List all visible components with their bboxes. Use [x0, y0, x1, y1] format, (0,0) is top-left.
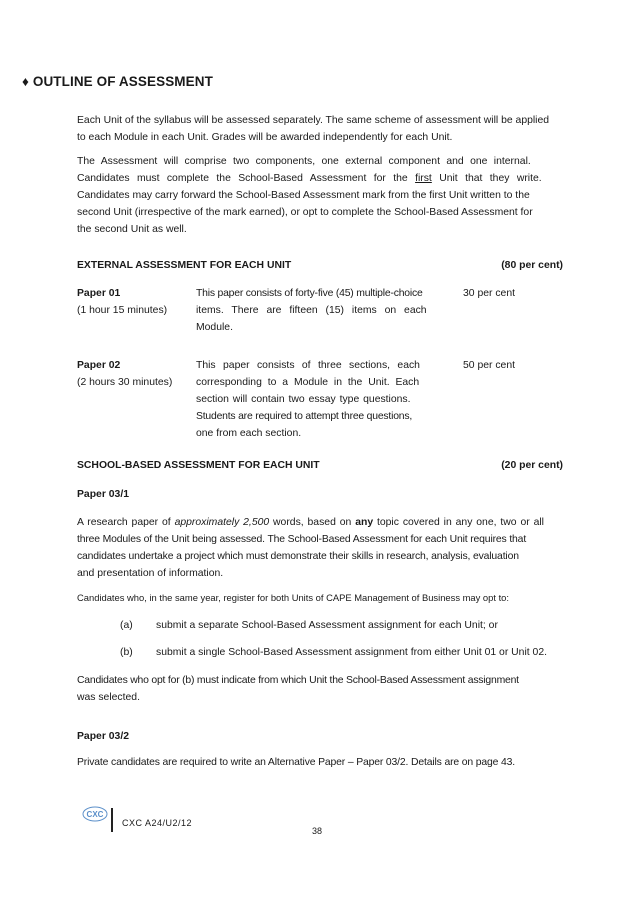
svg-text:CXC: CXC — [86, 810, 104, 819]
external-percent: (80 per cent) — [501, 260, 563, 271]
option-b-note: Candidates who opt for (b) must indicate from which Unit the School-Based Assessment assignment was selected. — [77, 675, 519, 703]
paper02-description: This paper consists of three sections, each corresponding to a Module in the Unit. Each section will contain two essay type questions. Students are required to attempt three questions, one from each section. — [196, 360, 420, 439]
cxc-logo-icon — [82, 806, 108, 822]
option-b-label: (b) — [120, 647, 133, 658]
cxc-logo — [82, 806, 108, 827]
intro-line-2: to each Module in each Unit. Grades will be awarded independently for each Unit. — [77, 132, 453, 143]
paper03-1-title: Paper 03/1 — [77, 489, 129, 500]
underlined-first: first — [415, 173, 432, 184]
footer-divider — [111, 808, 113, 832]
research-line-4: and presentation of information. — [77, 568, 224, 579]
same-year-note: Candidates who, in the same year, register for both Units of CAPE Management of Business may opt to: — [77, 592, 509, 603]
paper02-name: Paper 02 — [77, 360, 121, 371]
paper03-2-title: Paper 03/2 — [77, 731, 129, 742]
intro-paragraph — [77, 112, 562, 146]
option-b-text: submit a single School-Based Assessment assignment from either Unit 01 or Unit 02. — [156, 647, 547, 658]
research-line-3: candidates undertake a project which must demonstrate their skills in research, analysis, evaluation — [77, 551, 519, 562]
components-line-2: Candidates must complete the School-Based Assessment for the first Unit that they write. — [77, 173, 542, 184]
paper01-description: This paper consists of forty-five (45) multiple-choice items. There are fifteen (15) items on each Module. — [196, 288, 427, 333]
components-line-4: second Unit (irrespective of the mark earned), or opt to complete the School-Based Assessment for — [77, 207, 533, 218]
private-candidates-note: Private candidates are required to write an Alternative Paper – Paper 03/2. Details are on page 43. — [77, 757, 515, 768]
document-code: CXC A24/U2/12 — [122, 818, 193, 828]
research-paragraph — [77, 514, 562, 582]
option-a-label: (a) — [120, 620, 133, 631]
paper01-weight: 30 per cent — [463, 288, 515, 299]
page-number: 38 — [312, 826, 323, 836]
option-a-text: submit a separate School-Based Assessment assignment for each Unit; or — [156, 620, 498, 631]
paper01-duration: (1 hour 15 minutes) — [77, 305, 168, 316]
components-line-3: Candidates may carry forward the School-Based Assessment mark from the first Unit written to the — [77, 190, 530, 201]
paper02-weight: 50 per cent — [463, 360, 515, 371]
external-assessment-title: EXTERNAL ASSESSMENT FOR EACH UNIT (80 per cent) — [77, 260, 563, 271]
paper01-label — [77, 285, 192, 319]
school-based-title: SCHOOL-BASED ASSESSMENT FOR EACH UNIT (20 per cent) — [77, 460, 563, 471]
components-line-1: The Assessment will comprise two components, one external component and one internal. — [77, 156, 531, 167]
research-line-2: three Modules of the Unit being assessed. The School-Based Assessment for each Unit requires that — [77, 534, 527, 545]
intro-line-1: Each Unit of the syllabus will be assessed separately. The same scheme of assessment will be applied — [77, 115, 550, 126]
paper01-name: Paper 01 — [77, 288, 121, 299]
school-based-percent: (20 per cent) — [501, 460, 563, 471]
section-heading: ♦ OUTLINE OF ASSESSMENT — [22, 74, 213, 89]
paper02-label — [77, 357, 192, 391]
research-line-1: A research paper of approximately 2,500 words, based on any topic covered in any one, two or all — [77, 517, 544, 528]
components-line-5: the second Unit as well. — [77, 224, 187, 235]
paper02-duration: (2 hours 30 minutes) — [77, 377, 173, 388]
components-paragraph — [77, 153, 562, 238]
